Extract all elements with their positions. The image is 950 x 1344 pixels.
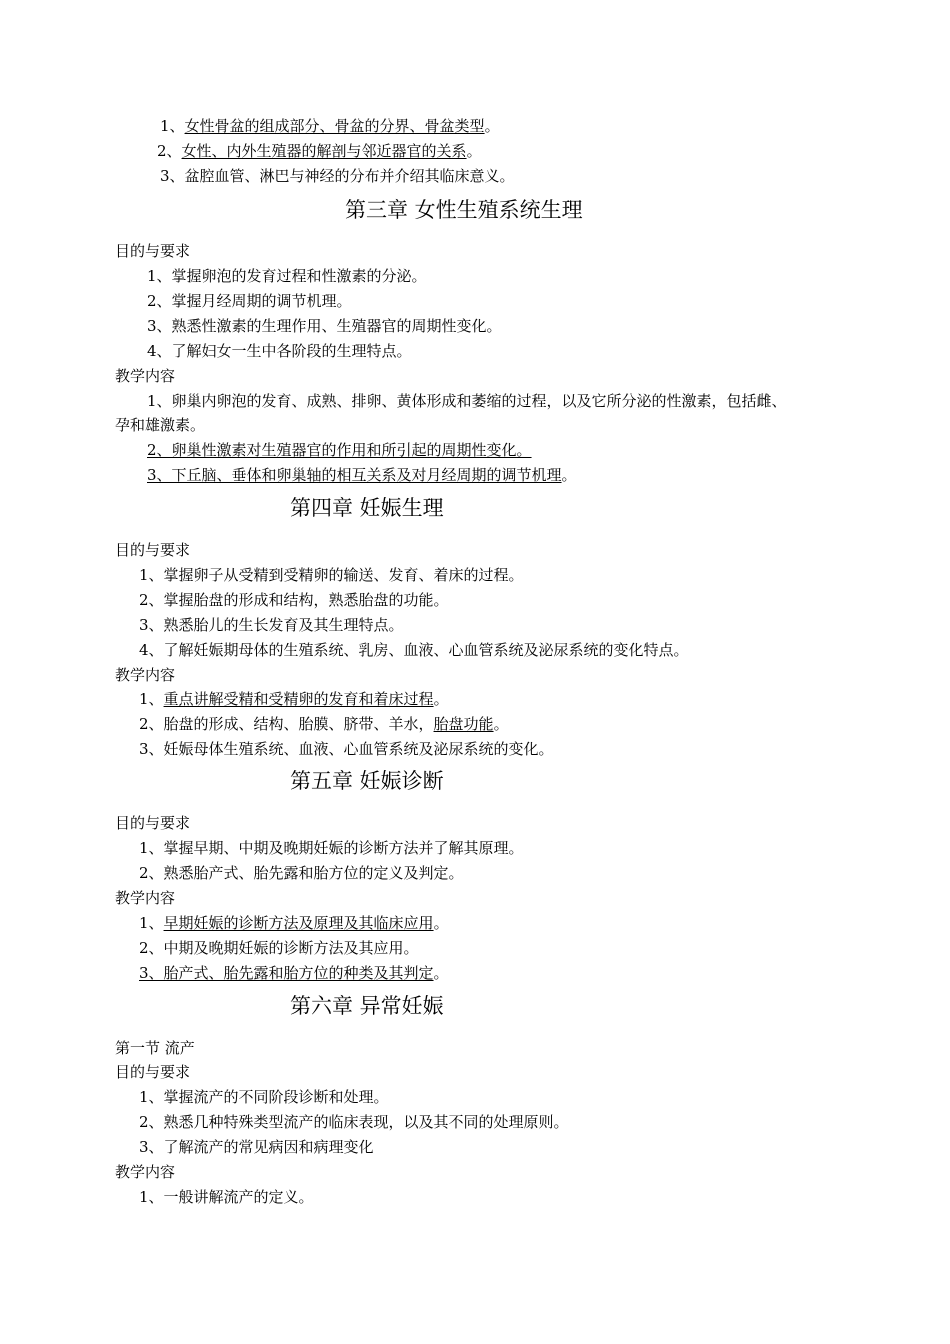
chapter-title: 第五章 妊娠诊断 xyxy=(290,769,444,793)
list-item: 2、胎盘的形成、结构、胎膜、脐带、羊水，胎盘功能。 xyxy=(139,715,509,733)
list-item: 2、女性、内外生殖器的解剖与邻近器官的关系。 xyxy=(157,142,482,160)
list-item: 3、下丘脑、垂体和卵巢轴的相互关系及对月经周期的调节机理。 xyxy=(147,466,577,484)
section-label: 教学内容 xyxy=(115,666,176,684)
list-item: 4、了解妊娠期母体的生殖系统、乳房、血液、心血管系统及泌尿系统的变化特点。 xyxy=(139,641,689,659)
chapter-title: 第四章 妊娠生理 xyxy=(290,496,444,520)
list-item-continuation: 孕和雄激素。 xyxy=(115,416,206,434)
list-item: 2、熟悉几种特殊类型流产的临床表现，以及其不同的处理原则。 xyxy=(139,1113,569,1131)
list-item: 2、掌握胎盘的形成和结构，熟悉胎盘的功能。 xyxy=(139,591,449,609)
list-item: 1、早期妊娠的诊断方法及原理及其临床应用。 xyxy=(139,914,449,932)
list-item: 1、重点讲解受精和受精卵的发育和着床过程。 xyxy=(139,690,449,708)
list-item: 1、卵巢内卵泡的发育、成熟、排卵、黄体形成和萎缩的过程，以及它所分泌的性激素，包括雌、 xyxy=(147,392,787,410)
section-heading: 第一节 流产 xyxy=(115,1039,195,1057)
list-item: 1、女性骨盆的组成部分、骨盆的分界、骨盆类型。 xyxy=(160,117,500,135)
chapter-title: 第六章 异常妊娠 xyxy=(290,994,444,1018)
section-label: 目的与要求 xyxy=(115,541,191,559)
section-label: 教学内容 xyxy=(115,367,176,385)
list-item: 3、熟悉性激素的生理作用、生殖器官的周期性变化。 xyxy=(147,317,502,335)
list-item: 1、掌握卵泡的发育过程和性激素的分泌。 xyxy=(147,267,427,285)
list-item: 3、熟悉胎儿的生长发育及其生理特点。 xyxy=(139,616,404,634)
list-item: 3、了解流产的常见病因和病理变化 xyxy=(139,1138,374,1156)
list-item: 2、中期及晚期妊娠的诊断方法及其应用。 xyxy=(139,939,419,957)
list-item: 2、熟悉胎产式、胎先露和胎方位的定义及判定。 xyxy=(139,864,464,882)
section-label: 目的与要求 xyxy=(115,242,191,260)
list-item: 1、掌握流产的不同阶段诊断和处理。 xyxy=(139,1088,389,1106)
list-item: 3、妊娠母体生殖系统、血液、心血管系统及泌尿系统的变化。 xyxy=(139,740,554,758)
list-item: 1、掌握卵子从受精到受精卵的输送、发育、着床的过程。 xyxy=(139,566,524,584)
list-item: 4、了解妇女一生中各阶段的生理特点。 xyxy=(147,342,412,360)
list-item: 3、胎产式、胎先露和胎方位的种类及其判定。 xyxy=(139,964,449,982)
chapter-title: 第三章 女性生殖系统生理 xyxy=(345,198,583,222)
section-label: 教学内容 xyxy=(115,1163,176,1181)
list-item: 1、掌握早期、中期及晚期妊娠的诊断方法并了解其原理。 xyxy=(139,839,524,857)
section-label: 目的与要求 xyxy=(115,1063,191,1081)
list-item: 2、卵巢性激素对生殖器官的作用和所引起的周期性变化。 xyxy=(147,441,532,459)
list-item: 3、盆腔血管、淋巴与神经的分布并介绍其临床意义。 xyxy=(160,167,515,185)
section-label: 目的与要求 xyxy=(115,814,191,832)
list-item: 2、掌握月经周期的调节机理。 xyxy=(147,292,352,310)
list-item: 1、一般讲解流产的定义。 xyxy=(139,1188,314,1206)
section-label: 教学内容 xyxy=(115,889,176,907)
